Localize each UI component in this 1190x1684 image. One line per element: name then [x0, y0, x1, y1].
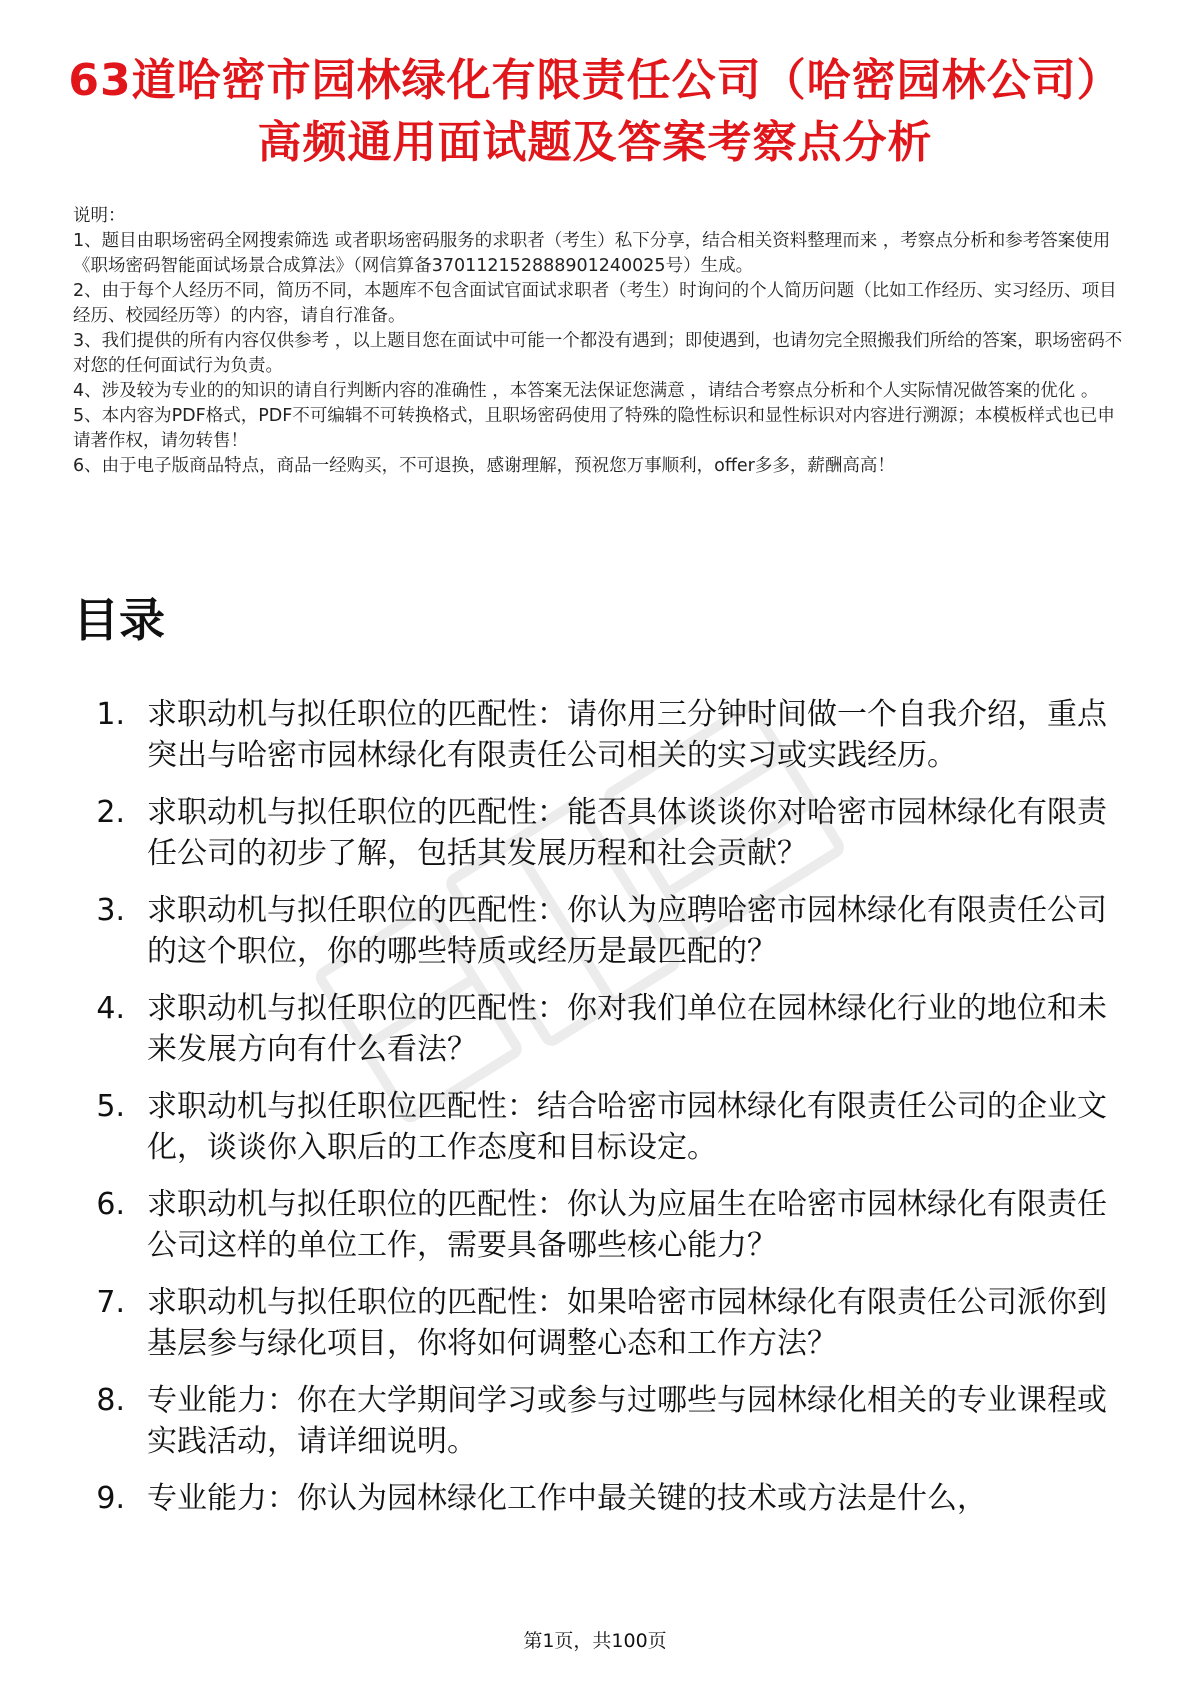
toc-item[interactable] — [73, 1380, 1123, 1462]
toc-item[interactable] — [73, 1478, 1123, 1519]
toc-item-text[interactable]: 求职动机与拟任职位匹配性：结合哈密市园林绿化有限责任公司的企业文化，谈谈你入职后的工作态度和目标设定。 — [147, 1089, 1107, 1165]
toc-item-text[interactable]: 求职动机与拟任职位的匹配性：你认为应届生在哈密市园林绿化有限责任公司这样的单位工作，需要具备哪些核心能力？ — [147, 1187, 1107, 1263]
notes-item: 2、由于每个人经历不同，简历不同，本题库不包含面试官面试求职者（考生）时询问的个人简历问题（比如工作经历、实习经历、项目经历、校园经历等）的内容，请自行准备。 — [73, 281, 1117, 326]
notes-item: 1、题目由职场密码全网搜索筛选 或者职场密码服务的求职者（考生）私下分享，结合相关资料整理而来 ，考察点分析和参考答案使用《职场密码智能面试场景合成算法》（网信算备370112152888901240025号）生成。 — [73, 231, 1111, 276]
toc-item-number: 6. — [96, 1187, 125, 1222]
notes-section — [73, 204, 1123, 479]
toc-item-text[interactable]: 求职动机与拟任职位的匹配性：你对我们单位在园林绿化行业的地位和未来发展方向有什么看法？ — [147, 991, 1107, 1067]
toc-item-text[interactable]: 求职动机与拟任职位的匹配性：能否具体谈谈你对哈密市园林绿化有限责任公司的初步了解，包括其发展历程和社会贡献？ — [147, 795, 1107, 871]
toc-list — [73, 694, 1123, 1535]
toc-item-number: 1. — [96, 697, 125, 732]
toc-item[interactable] — [73, 792, 1123, 874]
page-footer: 第1页，共100页 — [523, 1630, 667, 1652]
notes-heading: 说明： — [73, 206, 126, 226]
notes-item: 5、本内容为PDF格式，PDF不可编辑不可转换格式，且职场密码使用了特殊的隐性标识和显性标识对内容进行溯源；本模板样式也已申请著作权，请勿转售！ — [73, 406, 1115, 451]
toc-item-number: 3. — [96, 893, 125, 928]
toc-heading: 目录 — [73, 593, 165, 647]
toc-item-number: 4. — [96, 991, 125, 1026]
toc-item-number: 2. — [96, 795, 125, 830]
toc-item[interactable] — [73, 1282, 1123, 1364]
toc-item[interactable] — [73, 1086, 1123, 1168]
toc-item[interactable] — [73, 1184, 1123, 1266]
notes-item: 3、我们提供的所有内容仅供参考 ，以上题目您在面试中可能一个都没有遇到；即使遇到，也请勿完全照搬我们所给的答案，职场密码不对您的任何面试行为负责。 — [73, 331, 1123, 376]
toc-item-text[interactable]: 专业能力：你认为园林绿化工作中最关键的技术或方法是什么， — [147, 1481, 987, 1516]
toc-item-text[interactable]: 求职动机与拟任职位的匹配性：请你用三分钟时间做一个自我介绍，重点突出与哈密市园林绿化有限责任公司相关的实习或实践经历。 — [147, 697, 1107, 773]
toc-item[interactable] — [73, 890, 1123, 972]
toc-item-text[interactable]: 求职动机与拟任职位的匹配性：如果哈密市园林绿化有限责任公司派你到基层参与绿化项目，你将如何调整心态和工作方法？ — [147, 1285, 1107, 1361]
toc-item[interactable] — [73, 988, 1123, 1070]
toc-item-text[interactable]: 求职动机与拟任职位的匹配性：你认为应聘哈密市园林绿化有限责任公司的这个职位，你的哪些特质或经历是最匹配的？ — [147, 893, 1107, 969]
toc-item-number: 9. — [96, 1481, 125, 1516]
toc-item-number: 7. — [96, 1285, 125, 1320]
toc-item-text[interactable]: 专业能力：你在大学期间学习或参与过哪些与园林绿化相关的专业课程或实践活动，请详细说明。 — [147, 1383, 1107, 1459]
toc-item-number: 8. — [96, 1383, 125, 1418]
notes-item: 4、涉及较为专业的的知识的请自行判断内容的准确性 ，本答案无法保证您满意 ，请结合考察点分析和个人实际情况做答案的优化 。 — [73, 381, 1099, 401]
document-title: 63道哈密市园林绿化有限责任公司（哈密园林公司）高频通用面试题及答案考察点分析 — [68, 55, 1122, 168]
toc-item[interactable] — [73, 694, 1123, 776]
toc-item-number: 5. — [96, 1089, 125, 1124]
notes-item: 6、由于电子版商品特点，商品一经购买，不可退换，感谢理解，预祝您万事顺利，offer多多，薪酬高高！ — [73, 456, 895, 476]
